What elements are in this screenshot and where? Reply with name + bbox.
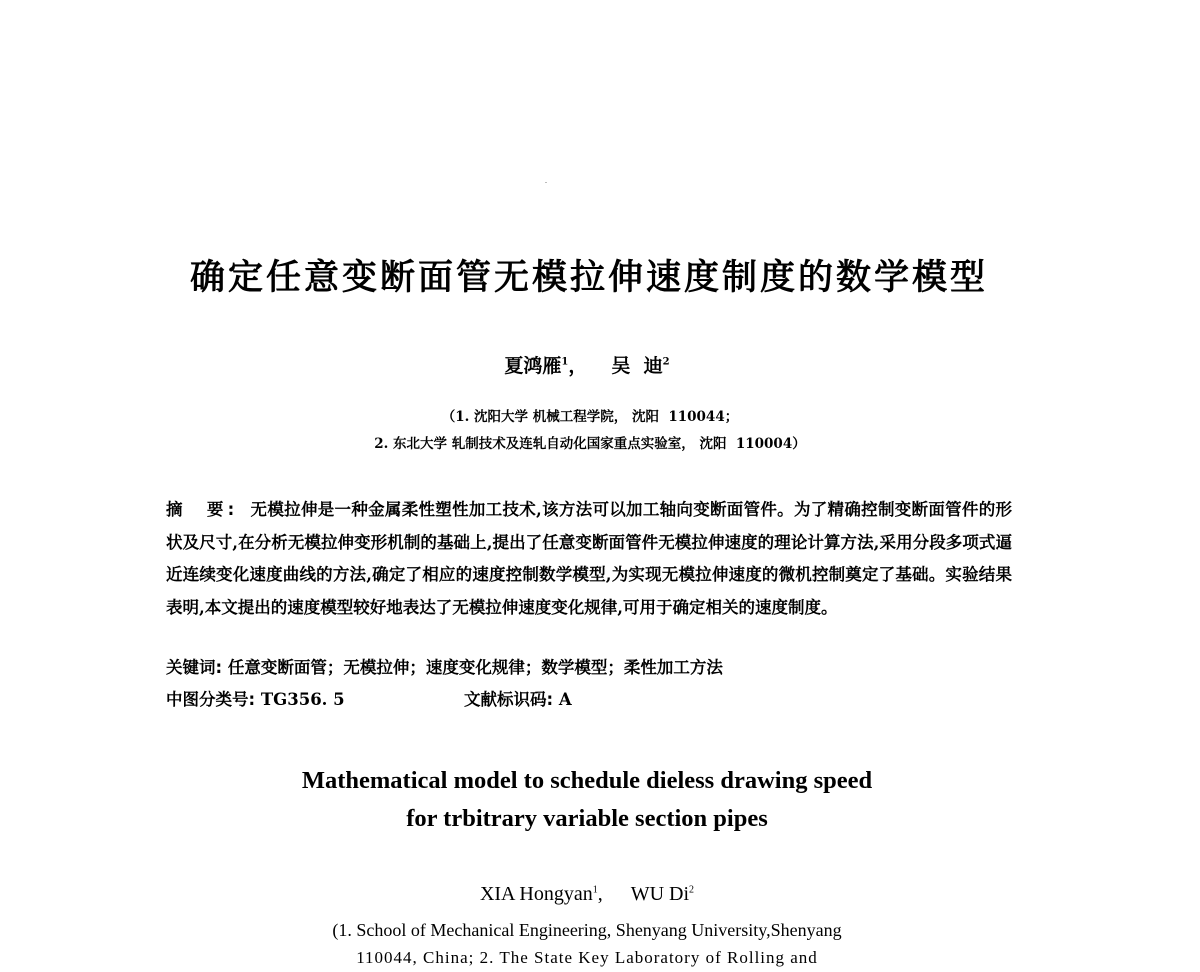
english-title <box>0 762 1174 838</box>
affiliation-en-line-1: (1. School of Mechanical Engineering, Shenyang University,Shenyang <box>332 920 842 940</box>
abstract-label: 摘 要: <box>166 500 239 519</box>
affiliation-en-line-2: 110044, China; 2. The State Key Laboratory of Rolling and <box>356 948 818 967</box>
document-code: 文献标识码: A <box>464 690 572 709</box>
chinese-title: 确定任意变断面管无模拉伸速度制度的数学模型 <box>189 258 988 298</box>
abstract-text: 无模拉伸是一种金属柔性塑性加工技术,该方法可以加工轴向变断面管件。为了精确控制变断面管件的形状及尺寸,在分析无模拉伸变形机制的基础上,提出了任意变断面管件无模拉伸速度的理论计算方法,采用分段多项式逼近连续变化速度曲线的方法,确定了相应的速度控制数学模型,为实现无模拉伸速度的微机控制奠定了基础。实验结果表明,本文提出的速度模型较好地表达了无模拉伸速度变化规律,可用于确定相关的速度制度。 <box>166 500 1012 617</box>
author-en-1: XIA Hongyan$^1$, <box>479 883 603 905</box>
chinese-affiliations <box>0 404 1180 458</box>
english-affiliations <box>0 916 1174 972</box>
keywords-label: 关键词: <box>166 658 223 677</box>
english-authors <box>0 880 1174 908</box>
affiliation-cn-line-2: 2. 东北大学 轧制技术及连轧自动化国家重点实验室， 沈阳 110004） <box>374 436 806 452</box>
abstract <box>166 494 1012 624</box>
author-cn-1: 夏鸿雁$^1$， <box>504 355 588 377</box>
author-cn-2: 吴 迪$^2$ <box>611 355 670 377</box>
clc-number: 中图分类号: TG356. 5 <box>166 690 345 709</box>
english-title-line-1: Mathematical model to schedule dieless drawing speed <box>301 767 873 794</box>
chinese-authors <box>0 352 1174 380</box>
affiliation-cn-line-1: （1. 沈阳大学 机械工程学院， 沈阳 110044； <box>441 409 739 425</box>
english-title-line-2: for trbitrary variable section pipes <box>406 805 768 832</box>
scan-speck <box>545 182 547 183</box>
keywords-text: 任意变断面管；无模拉伸；速度变化规律；数学模型；柔性加工方法 <box>227 658 723 677</box>
classification-line <box>166 686 1012 714</box>
keywords <box>166 654 1012 682</box>
author-en-2: WU Di$^2$ <box>630 883 695 905</box>
